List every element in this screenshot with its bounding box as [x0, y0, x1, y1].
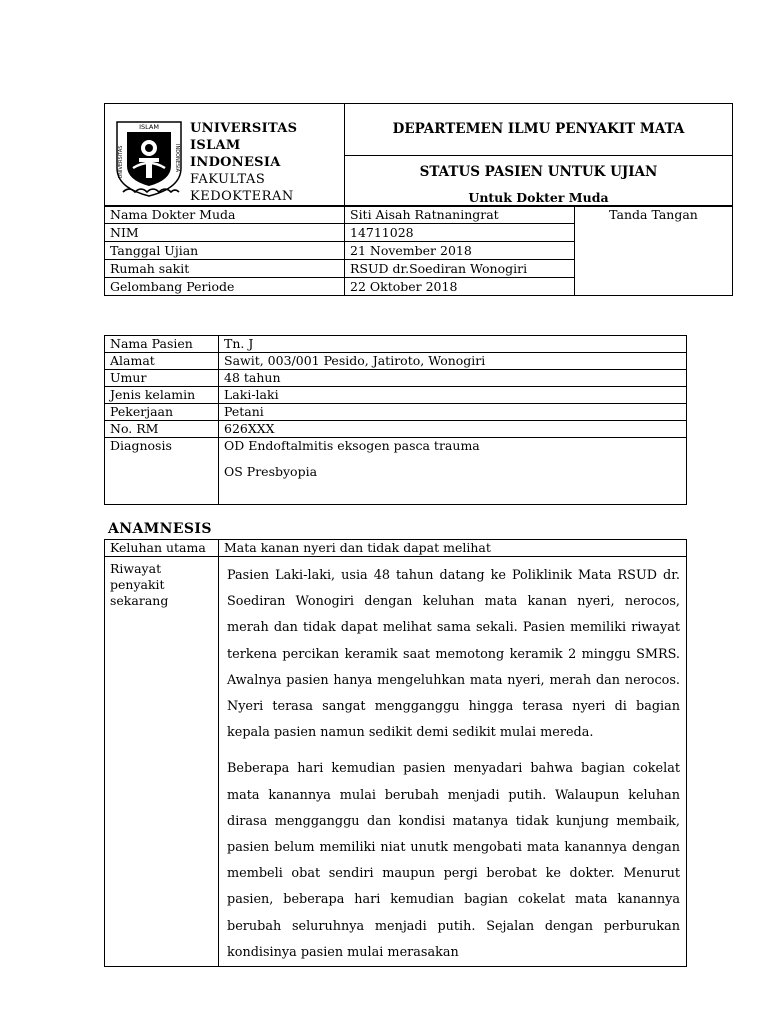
logo-text-left: UNIVERSITAS: [118, 145, 124, 179]
status-subtitle: Untuk Dokter Muda: [468, 190, 609, 205]
title-cell: [345, 104, 733, 207]
document-header: [104, 103, 733, 207]
row-value: 48 tahun: [219, 370, 687, 387]
table-row: [105, 438, 687, 505]
history-label: Riwayat penyakit sekarang: [105, 557, 219, 967]
row-label: No. RM: [105, 421, 219, 438]
row-label: Tanggal Ujian: [105, 242, 345, 260]
row-label: NIM: [105, 224, 345, 242]
diagnosis-value: [219, 438, 687, 505]
history-paragraph: Beberapa hari kemudian pasien menyadari bahwa bagian cokelat mata kanannya mulai berubah menjadi putih. Walaupun keluhan dirasa mengganggu dan kondisi matanya tidak kunjung membaik, pasien belum memiliki niat unutk mengobati mata kanannya dengan membeli obat sendiri maupun pergi berobat ke dokter. Menurut pasien, beberapa hari kemudian bagian cokelat mata kanannya berubah seluruhnya menjadi putih. Sejalan dengan perburukan kondisinya pasien mulai merasakan: [227, 761, 680, 960]
row-value: 22 Oktober 2018: [345, 278, 575, 296]
university-name: UNIVERSITAS ISLAM INDONESIA: [190, 121, 298, 170]
table-row: [105, 370, 687, 387]
row-value: Tn. J: [219, 336, 687, 353]
row-label: Nama Dokter Muda: [105, 206, 345, 224]
history-text: [219, 557, 687, 967]
anamnesis-title: ANAMNESIS: [108, 521, 212, 537]
row-value: RSUD dr.Soediran Wonogiri: [345, 260, 575, 278]
diagnosis-item: OD Endoftalmitis eksogen pasca trauma: [224, 438, 480, 453]
history-paragraph: Pasien Laki-laki, usia 48 tahun datang ke Poliklinik Mata RSUD dr. Soediran Wonogiri dengan keluhan mata kanan nyeri, nerocos, merah dan tidak dapat melihat sama sekali. Pasien memiliki riwayat terkena percikan keramik saat memotong keramik 2 minggu SMRS. Awalnya pasien hanya mengeluhkan mata nyeri, merah dan nerocos. Nyeri terasa sangat mengganggu hingga terasa nyeri di bagian kepala pasien namun sedikit demi sedikit mulai mereda.: [227, 568, 680, 741]
table-row: [105, 557, 687, 967]
table-row: [105, 206, 733, 224]
row-value: 14711028: [345, 224, 575, 242]
table-row: [105, 404, 687, 421]
row-value: Petani: [219, 404, 687, 421]
row-value: 21 November 2018: [345, 242, 575, 260]
chief-complaint-value: Mata kanan nyeri dan tidak dapat melihat: [219, 540, 687, 557]
row-value: Laki-laki: [219, 387, 687, 404]
patient-table: [104, 335, 687, 505]
row-label: Alamat: [105, 353, 219, 370]
chief-complaint-label: Keluhan utama: [105, 540, 219, 557]
row-value: Sawit, 003/001 Pesido, Jatiroto, Wonogiri: [219, 353, 687, 370]
faculty-name: FAKULTAS KEDOKTERAN: [190, 172, 294, 204]
row-value: Siti Aisah Ratnaningrat: [345, 206, 575, 224]
row-label: Rumah sakit: [105, 260, 345, 278]
diagnosis-label: Diagnosis: [105, 438, 219, 505]
logo-text-right: INDONESIA: [174, 144, 180, 172]
table-row: [105, 421, 687, 438]
status-block: [345, 164, 732, 206]
signature-label: Tanda Tangan: [609, 207, 698, 222]
university-logo-icon: [113, 118, 185, 198]
row-label: Umur: [105, 370, 219, 387]
anamnesis-table: [104, 539, 687, 967]
department-title: DEPARTEMEN ILMU PENYAKIT MATA: [345, 104, 732, 156]
table-row: [105, 540, 687, 557]
row-label: Pekerjaan: [105, 404, 219, 421]
examiner-table: [104, 205, 733, 296]
status-title: STATUS PASIEN UNTUK UJIAN: [419, 164, 658, 180]
table-row: [105, 353, 687, 370]
signature-box: [575, 206, 733, 296]
row-label: Gelombang Periode: [105, 278, 345, 296]
row-label: Nama Pasien: [105, 336, 219, 353]
row-value: 626XXX: [219, 421, 687, 438]
table-row: [105, 336, 687, 353]
row-label: Jenis kelamin: [105, 387, 219, 404]
logo-text-top: ISLAM: [139, 123, 159, 131]
table-row: [105, 387, 687, 404]
university-cell: [105, 104, 345, 207]
diagnosis-item: OS Presbyopia: [224, 464, 318, 479]
